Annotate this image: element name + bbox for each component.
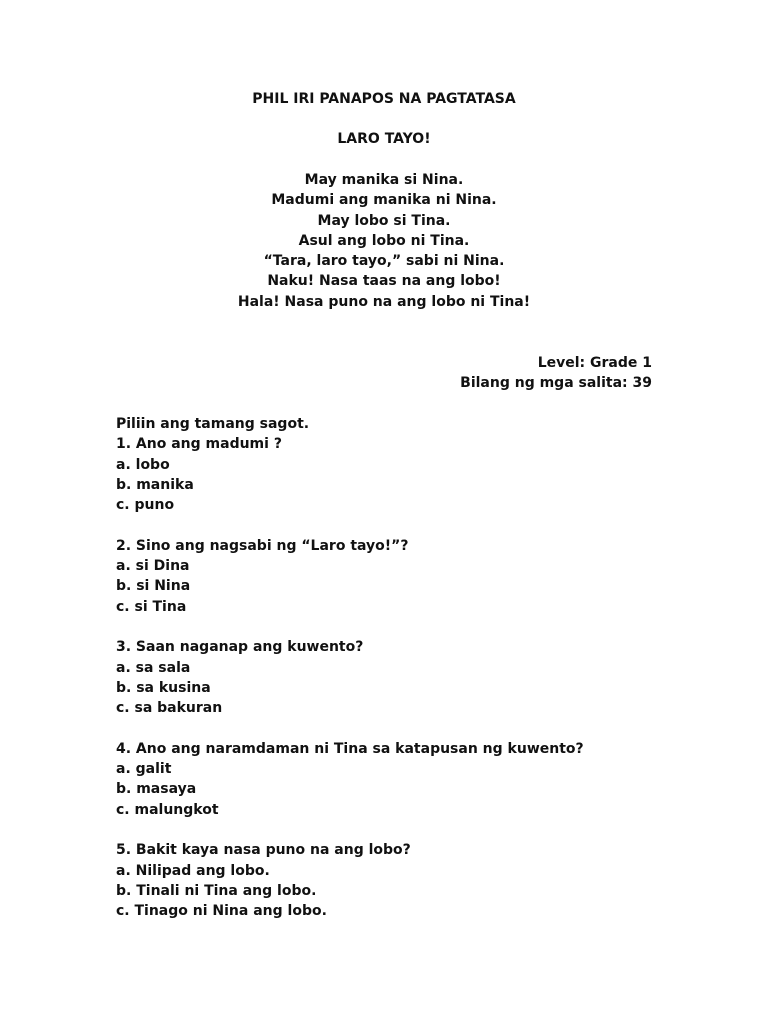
quiz-section (116, 414, 676, 921)
story-line: May lobo si Tina. (317, 212, 451, 229)
question-group-1 (116, 434, 676, 515)
story-line: Naku! Nasa taas na ang lobo! (267, 273, 501, 290)
question-group-4 (116, 739, 676, 820)
question-text: 2. Sino ang nagsabi ng “Laro tayo!”? (116, 537, 409, 554)
story-line: Asul ang lobo ni Tina. (298, 232, 470, 249)
answer-choice: b. sa kusina (116, 679, 211, 696)
story-title: LARO TAYO! (337, 131, 431, 147)
answer-choice: b. manika (116, 476, 194, 493)
question-text: 5. Bakit kaya nasa puno na ang lobo? (116, 842, 411, 859)
story-line: Madumi ang manika ni Nina. (271, 192, 497, 209)
answer-choice: b. masaya (116, 781, 197, 798)
story-metadata (460, 353, 652, 394)
story-line: “Tara, laro tayo,” sabi ni Nina. (263, 253, 505, 270)
answer-choice: c. puno (116, 497, 175, 514)
question-group-2 (116, 536, 676, 617)
answer-choice: c. sa bakuran (116, 700, 223, 717)
answer-choice: a. sa sala (116, 659, 191, 676)
question-group-5 (116, 840, 676, 921)
word-count: Bilang ng mga salita: 39 (460, 375, 652, 392)
document-title: PHIL IRI PANAPOS NA PAGTATASA (252, 91, 516, 107)
story-text (0, 170, 768, 312)
question-text: 4. Ano ang naramdaman ni Tina sa katapusan ng kuwento? (116, 740, 584, 757)
answer-choice: a. galit (116, 761, 172, 778)
answer-choice: b. si Nina (116, 578, 191, 595)
question-text: 1. Ano ang madumi ? (116, 436, 282, 453)
answer-choice: a. lobo (116, 456, 170, 473)
story-title-block (0, 129, 768, 149)
answer-choice: b. Tinali ni Tina ang lobo. (116, 882, 317, 899)
question-text: 3. Saan naganap ang kuwento? (116, 639, 364, 656)
document-title-block (0, 89, 768, 109)
story-line: May manika si Nina. (304, 172, 464, 188)
answer-choice: c. malungkot (116, 801, 219, 818)
answer-choice: a. si Dina (116, 558, 190, 575)
question-group-3 (116, 637, 676, 718)
grade-level: Level: Grade 1 (537, 355, 652, 371)
answer-choice: a. Nilipad ang lobo. (116, 862, 270, 879)
story-line: Hala! Nasa puno na ang lobo ni Tina! (237, 293, 531, 310)
answer-choice: c. si Tina (116, 598, 187, 615)
answer-choice: c. Tinago ni Nina ang lobo. (116, 903, 327, 920)
quiz-instruction: Piliin ang tamang sagot. (116, 416, 310, 432)
